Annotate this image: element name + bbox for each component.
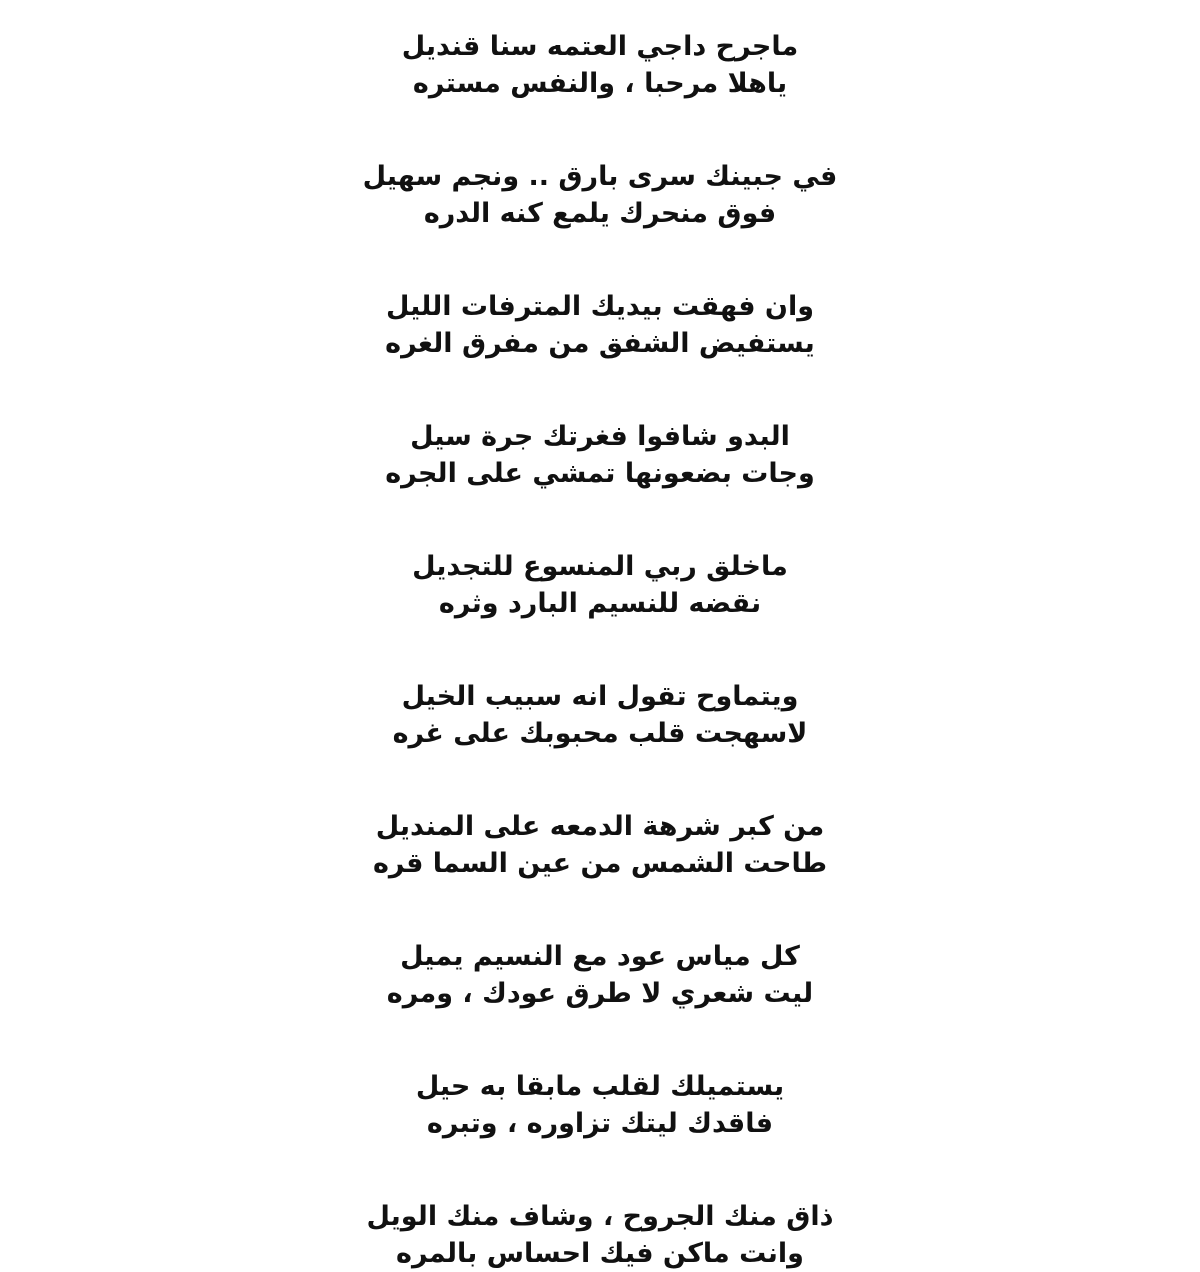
verse-line: ماجرح داجي العتمه سنا قنديل (401, 31, 799, 62)
stanza-3 (385, 288, 815, 362)
verse-line: وجات بضعونها تمشي على الجره (385, 458, 815, 489)
verse-line: ماخلق ربي المنسوع للتجديل (412, 551, 788, 582)
verse-line: من كبر شرهة الدمعه على المنديل (375, 811, 825, 842)
stanza-4 (385, 418, 815, 492)
verse-line: لاسهجت قلب محبوبك على غره (392, 718, 808, 749)
verse-line: في جبينك سرى بارق .. ونجم سهيل (362, 161, 838, 192)
verse-line: طاحت الشمس من عين السما قره (372, 848, 828, 879)
stanza-8 (387, 938, 813, 1012)
verse-line: ياهلا مرحبا ، والنفس مستره (412, 68, 788, 99)
verse-line: كل مياس عود مع النسيم يميل (400, 941, 800, 972)
verse-line: ويتماوح تقول انه سبيب الخيل (401, 681, 799, 712)
verse-line: يستفيض الشفق من مفرق الغره (385, 328, 815, 359)
verse-line: ليت شعري لا طرق عودك ، ومره (386, 978, 814, 1009)
verse-line: البدو شافوا فغرتك جرة سيل (410, 421, 790, 452)
verse-line: ذاق منك الجروح ، وشاف منك الويل (366, 1201, 834, 1232)
stanza-6 (393, 678, 808, 752)
stanza-10 (367, 1198, 834, 1272)
verse-line: يستميلك لقلب مابقا به حيل (415, 1071, 785, 1102)
verse-line: فوق منحرك يلمع كنه الدره (423, 198, 777, 229)
stanza-9 (416, 1068, 784, 1142)
verse-line: فاقدك ليتك تزاوره ، وتبره (426, 1108, 774, 1139)
stanza-7 (373, 808, 827, 882)
verse-line: وانت ماكن فيك احساس بالمره (396, 1238, 804, 1269)
stanza-1 (402, 28, 798, 102)
verse-line: نقضه للنسيم البارد وثره (438, 588, 762, 619)
stanza-5 (412, 548, 788, 622)
verse-line: وان فهقت بيديك المترفات الليل (385, 291, 815, 322)
stanza-2 (363, 158, 838, 232)
poem (0, 28, 1200, 1272)
